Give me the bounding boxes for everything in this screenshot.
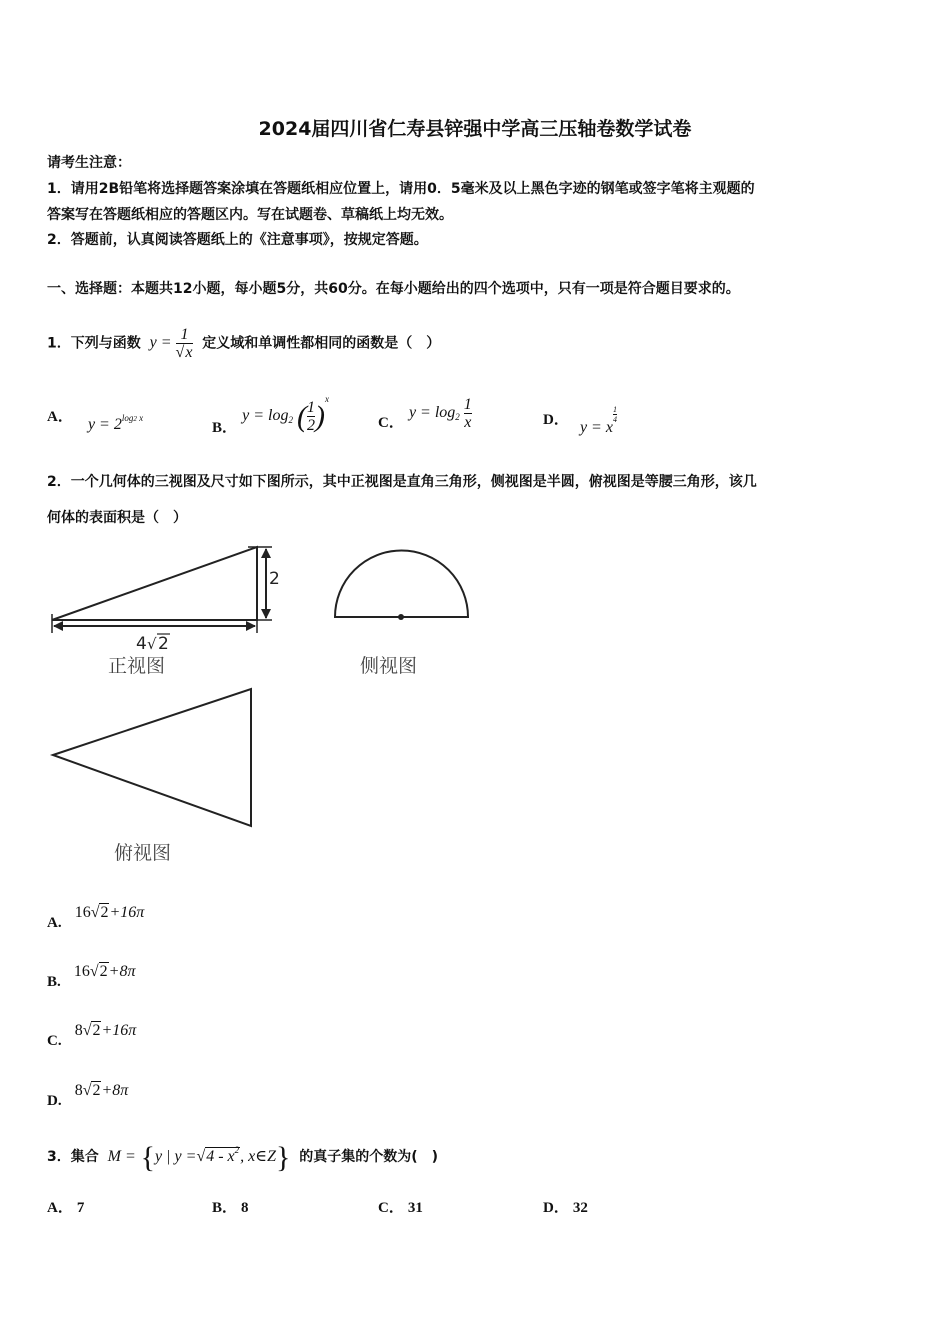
- q1-option-c-label: C．: [378, 415, 404, 432]
- q3-option-c-value: 31: [407, 1200, 423, 1216]
- q1-a-sup-sub: 2: [133, 415, 137, 423]
- q1-option-a[interactable]: [47, 405, 143, 434]
- q2-three-view-figure: [40, 538, 490, 868]
- q1-option-d-label: D．: [543, 412, 569, 428]
- q3-suffix: 的真子集的个数为( ): [299, 1149, 439, 1165]
- q2-option-a[interactable]: [47, 902, 144, 932]
- q2-c-tail: +16π: [101, 1022, 137, 1039]
- q1-stem: [47, 326, 440, 361]
- q1-b-base: y = log: [242, 407, 289, 424]
- q1-option-b[interactable]: [212, 394, 329, 437]
- q1-formula-num: 1: [176, 326, 194, 344]
- q2-b-rad: 2: [99, 963, 108, 980]
- q2-option-c-formula: 8√2+16π: [74, 1022, 137, 1039]
- q2-option-c[interactable]: [47, 1020, 136, 1050]
- q1-formula-frac: [176, 326, 194, 361]
- q2-stem-line-2: 何体的表面积是（ ）: [47, 510, 187, 526]
- q1-b-num: 1: [306, 398, 315, 416]
- q1-option-c[interactable]: [378, 396, 472, 432]
- q1-b-sub: 2: [288, 415, 293, 425]
- notes-line-2: 答案写在答题纸相应的答题区内。写在试题卷、草稿纸上均无效。: [47, 207, 453, 223]
- q2-option-d-label: D.: [47, 1093, 62, 1109]
- side-view-caption: 侧视图: [360, 655, 418, 677]
- top-view-caption: 俯视图: [114, 842, 172, 864]
- q1-d-exp-den: 4: [612, 415, 617, 424]
- q3-option-c-label: C．: [378, 1200, 404, 1216]
- q3-option-c[interactable]: [378, 1196, 423, 1217]
- q2-option-a-formula: 16√2+16π: [74, 904, 145, 921]
- q3-option-d-label: D．: [543, 1200, 569, 1216]
- q1-b-den: 2: [306, 416, 315, 434]
- q1-c-num: 1: [463, 396, 472, 413]
- q2-option-d[interactable]: [47, 1080, 128, 1110]
- q3-option-b[interactable]: [212, 1196, 249, 1217]
- q3-condition: , x∈Z: [240, 1148, 276, 1165]
- q1-suffix: 定义域和单调性都相同的函数是（ ）: [202, 335, 441, 352]
- q2-option-a-label: A.: [47, 915, 62, 931]
- top-view-triangle: [53, 689, 251, 826]
- q2-d-tail: +8π: [101, 1082, 129, 1099]
- q1-option-b-formula: $y = \log_2$ ( $\frac{1}{2}$ )$^x$: [242, 394, 329, 434]
- q1-formula-den-var: x: [185, 344, 193, 361]
- q2-c-rad: 2: [92, 1022, 101, 1039]
- q3-stem: [47, 1141, 438, 1175]
- q1-formula: [150, 326, 194, 361]
- q3-option-b-label: B．: [212, 1200, 238, 1216]
- q2-option-b-formula: 16√2+8π: [73, 963, 136, 980]
- q3-prefix: 3．集合: [47, 1149, 99, 1165]
- q3-option-d[interactable]: [543, 1196, 588, 1217]
- q2-a-coef: 16: [74, 904, 91, 921]
- height-label: 2: [269, 569, 280, 589]
- q1-option-d-formula: [579, 405, 617, 436]
- svg-text:√: √: [147, 635, 157, 653]
- q1-c-base: y = log: [408, 404, 456, 422]
- q2-option-b-label: B.: [47, 974, 61, 990]
- q2-b-tail: +8π: [108, 963, 136, 980]
- q1-a-base: y = 2: [87, 416, 122, 433]
- q3-set-name: M =: [107, 1148, 136, 1165]
- front-view-triangle: [52, 547, 257, 620]
- side-view-center-dot: [398, 614, 404, 620]
- q2-a-tail: +16π: [109, 904, 145, 921]
- q1-formula-den: √x: [175, 344, 193, 361]
- q2-option-d-formula: 8√2+8π: [74, 1082, 129, 1099]
- q1-option-a-formula: [87, 413, 144, 433]
- q3-option-a-label: A．: [47, 1200, 73, 1216]
- width-coef-label: 4: [136, 634, 147, 654]
- q3-option-b-value: 8: [241, 1200, 249, 1216]
- q2-d-coef: 8: [74, 1082, 83, 1099]
- q1-a-sup-var: x: [139, 413, 144, 423]
- q3-radicand: 4 - x: [206, 1148, 235, 1165]
- q2-c-coef: 8: [74, 1022, 83, 1039]
- width-rad-label: 2: [158, 634, 169, 654]
- section-heading: 一、选择题：本题共12小题，每小题5分，共60分。在每小题给出的四个选项中，只有一项是符合题目要求的。: [47, 281, 740, 297]
- q1-d-exp-num: 1: [612, 405, 617, 414]
- q2-stem-line-1: 2．一个几何体的三视图及尺寸如下图所示，其中正视图是直角三角形，侧视图是半圆，俯视图是等腰三角形，该几: [47, 474, 757, 490]
- q2-option-c-label: C.: [47, 1033, 62, 1049]
- q3-set-formula: {y | $y =√4 - x^2$, x∈Z}: [140, 1141, 291, 1174]
- q1-formula-lhs: y =: [149, 334, 172, 352]
- side-view-semicircle: [335, 551, 468, 618]
- q1-c-sub: 2: [455, 412, 460, 423]
- q1-option-d[interactable]: [543, 405, 617, 437]
- q1-a-sup: log: [121, 413, 134, 423]
- notes-heading: 请考生注意：: [47, 155, 131, 171]
- q2-b-coef: 16: [73, 963, 90, 980]
- q1-option-a-label: A．: [47, 409, 73, 425]
- q3-set-body: y | y =: [155, 1148, 197, 1165]
- q1-b-exp: x: [324, 394, 329, 404]
- q2-option-b[interactable]: [47, 961, 135, 991]
- q2-d-rad: 2: [92, 1082, 101, 1099]
- q1-prefix: 1．下列与函数: [47, 335, 141, 352]
- q3-option-a[interactable]: [47, 1196, 84, 1217]
- notes-line-3: 2．答题前，认真阅读答题纸上的《注意事项》，按规定答题。: [47, 232, 428, 248]
- q3-radicand-exp: 2: [234, 1145, 240, 1155]
- q1-c-den: x: [464, 414, 472, 431]
- q1-option-b-label: B．: [212, 420, 238, 436]
- front-view-caption: 正视图: [108, 655, 166, 677]
- exam-title: 2024届四川省仁寿县锌强中学高三压轴卷数学试卷: [258, 118, 692, 140]
- notes-line-1: 1．请用2B铅笔将选择题答案涂填在答题纸相应位置上，请用0．5毫米及以上黑色字迹的钢笔或签字笔将主观题的: [47, 181, 755, 197]
- q3-option-a-value: 7: [76, 1200, 85, 1216]
- q1-d-base: y = x: [579, 419, 613, 436]
- q2-a-rad: 2: [100, 904, 109, 921]
- q3-option-d-value: 32: [572, 1200, 588, 1216]
- q1-option-c-formula: [408, 396, 472, 431]
